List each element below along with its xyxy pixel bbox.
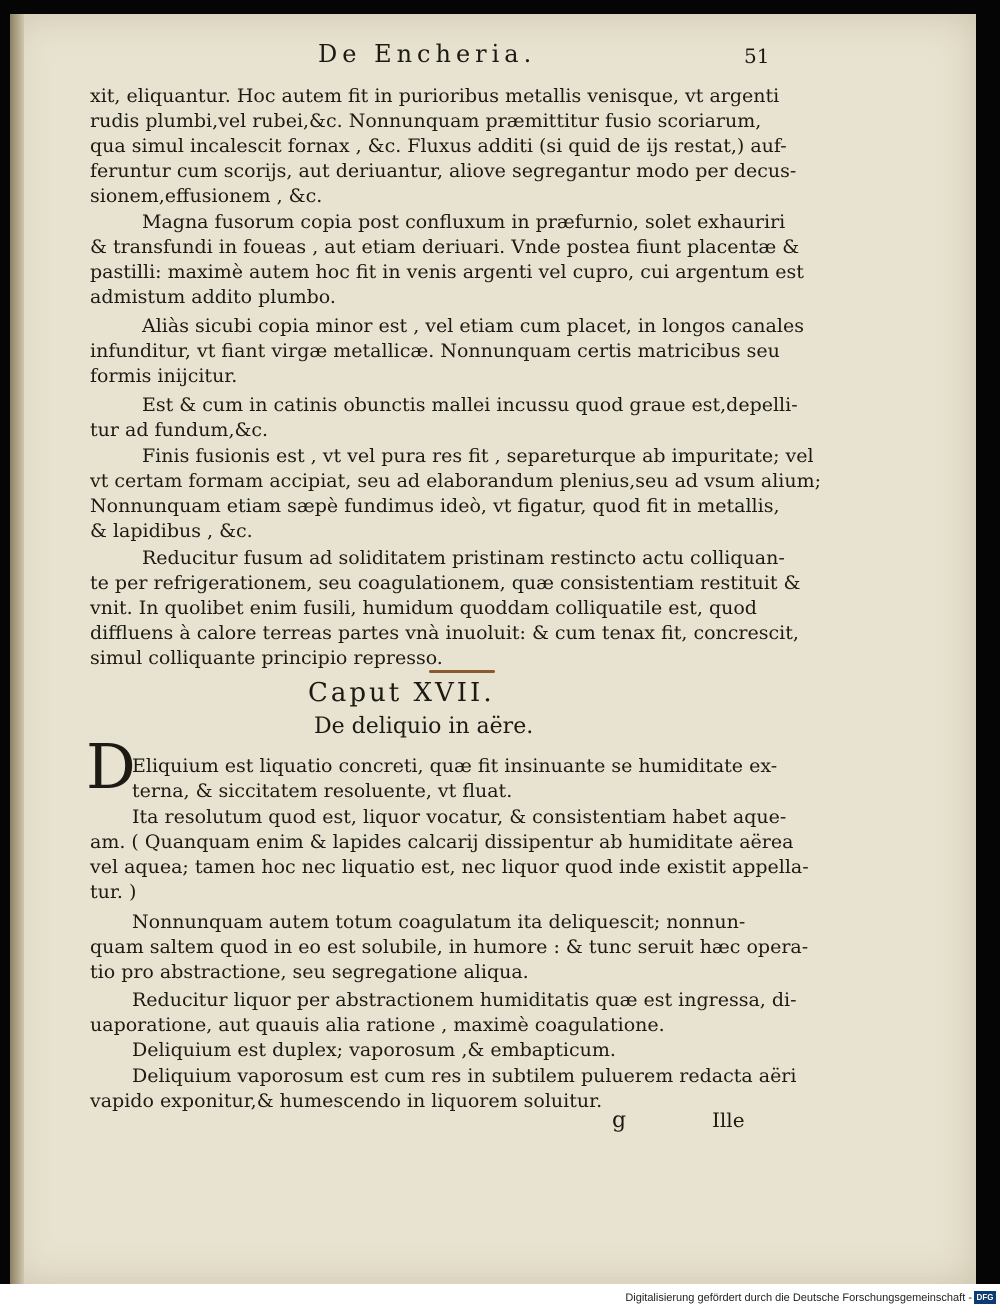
chapter-heading: Caput XVII. — [308, 678, 495, 708]
text-line: vapido exponitur,& humescendo in liquorem soluitur. — [90, 1090, 603, 1112]
text-line: diffluens à calore terreas partes vnà inuoluit: & cum tenax fit, concrescit, — [90, 622, 799, 644]
text-line: formis inijcitur. — [90, 365, 238, 387]
text-line: te per refrigerationem, seu coagulationem, quæ consistentiam restituit & — [90, 572, 801, 594]
text-line: & lapidibus , &c. — [90, 520, 253, 542]
text-line: quam saltem quod in eo est solubile, in humore : & tunc seruit hæc opera- — [90, 936, 809, 958]
signature-mark: g — [612, 1108, 627, 1133]
text-line: feruntur cum scorijs, aut deriuantur, aliove segregantur modo per decus- — [90, 160, 797, 182]
text-line: tur. ) — [90, 881, 137, 903]
text-line: tio pro abstractione, seu segregatione aliqua. — [90, 961, 529, 983]
text-line: Finis fusionis est , vt vel pura res fit , separeturque ab impuritate; vel — [142, 445, 814, 467]
text-line: Nonnunquam autem totum coagulatum ita deliquescit; nonnun- — [132, 911, 746, 933]
text-line: am. ( Quanquam enim & lapides calcarij dissipentur ab humiditate aërea — [90, 831, 794, 853]
text-line: Aliàs sicubi copia minor est , vel etiam cum placet, in longos canales — [142, 315, 804, 337]
chapter-title: De deliquio in aëre. — [314, 714, 534, 739]
text-line: vt certam formam accipiat, seu ad elaborandum plenius,seu ad vsum alium; — [90, 470, 822, 492]
text-line: vnit. In quolibet enim fusili, humidum quoddam colliquatile est, quod — [90, 597, 757, 619]
text-line: xit, eliquantur. Hoc autem fit in purioribus metallis venisque, vt argenti — [90, 85, 780, 107]
text-line: Ita resolutum quod est, liquor vocatur, & consistentiam habet aque- — [132, 806, 787, 828]
text-line: qua simul incalescit fornax , &c. Fluxus additi (si quid de ijs restat,) auf- — [90, 135, 787, 157]
text-line: Nonnunquam etiam sæpè fundimus ideò, vt figatur, quod fit in metallis, — [90, 495, 780, 517]
text-line: rudis plumbi,vel rubei,&c. Nonnunquam præmittitur fusio scoriarum, — [90, 110, 762, 132]
text-line: uaporatione, aut quauis alia ratione , maximè coagulatione. — [90, 1014, 665, 1036]
text-line: tur ad fundum,&c. — [90, 419, 269, 441]
text-line: simul colliquante principio represso. — [90, 647, 443, 669]
drop-cap-initial: D — [86, 730, 136, 803]
text-line: infunditur, vt fiant virgæ metallicæ. Nonnunquam certis matricibus seu — [90, 340, 780, 362]
running-title: De Encheria. — [318, 40, 537, 68]
catchword: Ille — [712, 1108, 745, 1132]
text-line: pastilli: maximè autem hoc fit in venis argenti vel cupro, cui argentum est — [90, 261, 804, 283]
text-line: Magna fusorum copia post confluxum in præfurnio, solet exhauriri — [142, 211, 786, 233]
text-line: Reducitur fusum ad soliditatem pristinam restincto actu colliquan- — [142, 547, 785, 569]
page-number: 51 — [744, 44, 770, 68]
text-line: terna, & siccitatem resoluente, vt fluat. — [132, 780, 513, 802]
text-line: Deliquium est duplex; vaporosum ,& embapticum. — [132, 1039, 616, 1061]
text-line: admistum addito plumbo. — [90, 286, 336, 308]
dfg-logo-icon: DFG — [974, 1291, 996, 1304]
digitization-note: Digitalisierung gefördert durch die Deutsche Forschungsgemeinschaft - — [625, 1292, 972, 1304]
chapter-ornament — [429, 670, 495, 673]
text-line: & transfundi in foueas , aut etiam deriuari. Vnde postea fiunt placentæ & — [90, 236, 800, 258]
text-line: Deliquium vaporosum est cum res in subtilem puluerem redacta aëri — [132, 1065, 797, 1087]
text-line: Est & cum in catinis obunctis mallei incussu quod graue est,depelli- — [142, 394, 798, 416]
digitization-footer — [0, 1284, 1000, 1310]
page-gutter — [10, 14, 24, 1284]
text-line: sionem,effusionem , &c. — [90, 185, 323, 207]
text-line: Reducitur liquor per abstractionem humiditatis quæ est ingressa, di- — [132, 989, 797, 1011]
text-line: vel aquea; tamen hoc nec liquatio est, nec liquor quod inde existit appella- — [90, 856, 809, 878]
text-line: Eliquium est liquatio concreti, quæ fit insinuante se humiditate ex- — [132, 755, 778, 777]
